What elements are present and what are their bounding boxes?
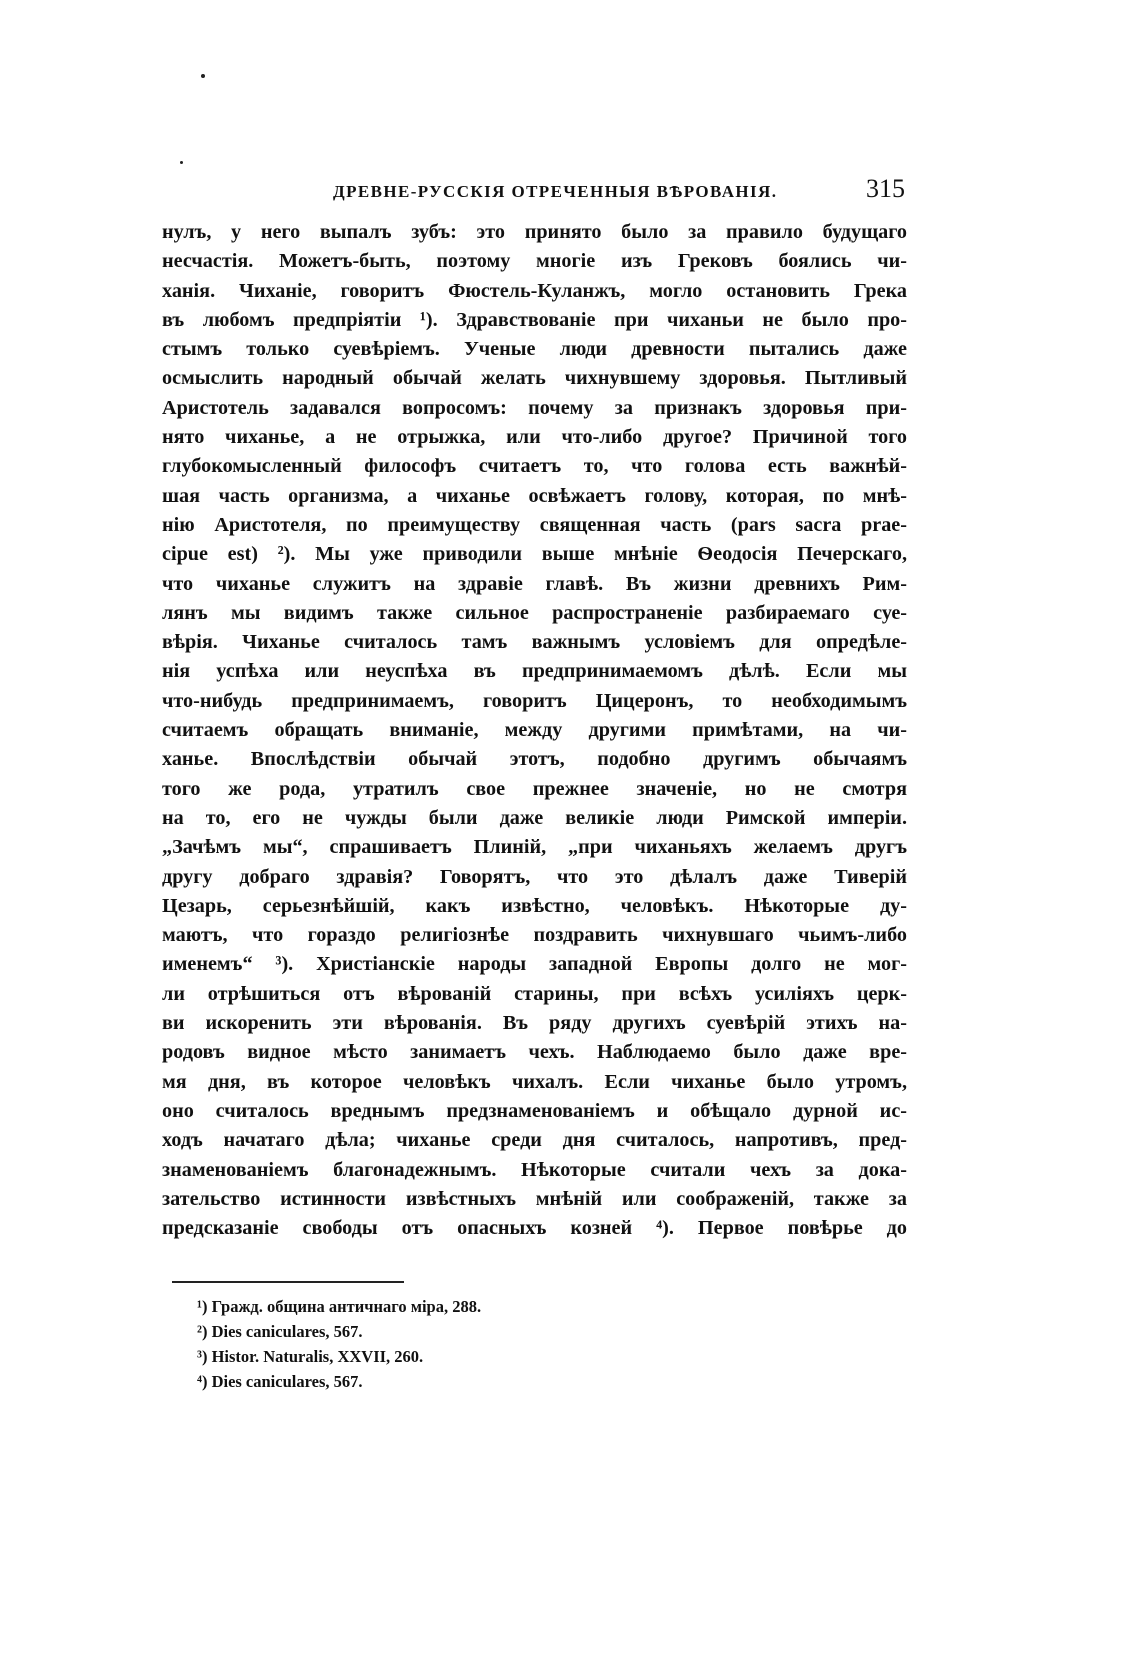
text-line: мя дня, въ которое человѣкъ чихалъ. Если чиханье было утромъ, bbox=[162, 1070, 907, 1093]
body-text bbox=[162, 218, 907, 1243]
text-line: маютъ, что гораздо религіознѣе поздравить чихнувшаго чьимъ-либо bbox=[162, 924, 907, 947]
page-header bbox=[183, 174, 905, 208]
text-line: вѣрія. Чиханье считалось тамъ важнымъ условіемъ для опредѣле- bbox=[162, 631, 907, 654]
text-line: Аристотель задавался вопросомъ: почему за признакъ здоровья при- bbox=[162, 396, 907, 419]
text-line: осмыслить народный обычай желать чихнувшему здоровья. Пытливый bbox=[162, 367, 907, 390]
text-line: ханія. Чиханіе, говоритъ Фюстель-Куланжъ, могло остановить Грека bbox=[162, 279, 907, 302]
text-line: оно считалось вреднымъ предзнаменованіемъ и обѣщало дурной ис- bbox=[162, 1099, 907, 1122]
text-line: предсказаніе свободы отъ опасныхъ козней ⁴). Первое повѣрье до bbox=[162, 1217, 907, 1240]
text-line: нулъ, у него выпалъ зубъ: это принято было за правило будущаго bbox=[162, 221, 907, 243]
text-line: ли отрѣшиться отъ вѣрованій старины, при всѣхъ усиліяхъ церк- bbox=[162, 982, 907, 1005]
text-line: ви искоренить эти вѣрованія. Въ ряду другихъ суевѣрій этихъ на- bbox=[162, 1012, 907, 1035]
page-number: 315 bbox=[866, 174, 905, 203]
running-title: ДРЕВНЕ-РУССКІЯ ОТРЕЧЕННЫЯ ВѢРОВАНІЯ. bbox=[333, 182, 778, 201]
text-line: родовъ видное мѣсто занимаетъ чехъ. Наблюдаемо было даже вре- bbox=[162, 1041, 907, 1064]
text-line: зательство истинности извѣстныхъ мнѣній или соображеній, также за bbox=[162, 1187, 907, 1210]
text-line: что-нибудь предпринимаемъ, говоритъ Цицеронъ, то необходимымъ bbox=[162, 689, 907, 712]
footnote: ¹) Гражд. община античнаго міра, 288. bbox=[197, 1297, 482, 1316]
text-line: лянъ мы видимъ также сильное распространеніе разбираемаго суе- bbox=[162, 601, 907, 624]
footnote: ⁴) Dies caniculares, 567. bbox=[197, 1372, 363, 1391]
text-line: Цезарь, серьезнѣйшій, какъ извѣстно, человѣкъ. Нѣкоторые ду- bbox=[162, 894, 907, 917]
footnote: ³) Histor. Naturalis, XXVII, 260. bbox=[197, 1347, 424, 1366]
text-line: несчастія. Можетъ-быть, поэтому многіе изъ Грековъ боялись чи- bbox=[162, 250, 907, 273]
text-line: стымъ только суевѣріемъ. Ученые люди древности пытались даже bbox=[162, 338, 907, 361]
text-line: другу добраго здравія? Говорятъ, что это дѣлалъ даже Тиверій bbox=[162, 865, 907, 888]
text-line: въ любомъ предпріятіи ¹). Здравствованіе при чиханьи не было про- bbox=[162, 308, 907, 331]
text-line: нію Аристотеля, по преимуществу священная часть (pars sacra prae- bbox=[162, 513, 907, 536]
text-line: на то, его не чужды были даже великіе люди Римской имперіи. bbox=[162, 806, 907, 829]
footnotes bbox=[197, 1294, 697, 1394]
text-line: „Зачѣмъ мы“, спрашиваетъ Плиній, „при чиханьяхъ желаемъ другъ bbox=[162, 836, 907, 859]
text-line: того же рода, утратилъ свое прежнее значеніе, но не смотря bbox=[162, 777, 907, 800]
text-line: нято чиханье, а не отрыжка, или что-либо другое? Причиной того bbox=[162, 426, 907, 449]
text-line: шая часть организма, а чиханье освѣжаетъ голову, которая, по мнѣ- bbox=[162, 484, 907, 507]
text-line: считаемъ обращать вниманіе, между другими примѣтами, на чи- bbox=[162, 719, 907, 742]
text-line: нія успѣха или неуспѣха въ предпринимаемомъ дѣлѣ. Если мы bbox=[162, 660, 907, 683]
text-line: ходъ начатаго дѣла; чиханье среди дня считалось, напротивъ, пред- bbox=[162, 1129, 907, 1152]
text-line: cipue est) ²). Мы уже приводили выше мнѣніе Ѳеодосія Печерскаго, bbox=[162, 543, 907, 566]
scan-speck bbox=[180, 161, 183, 164]
text-line: ханье. Впослѣдствіи обычай этотъ, подобно другимъ обычаямъ bbox=[162, 748, 907, 771]
scan-speck bbox=[201, 74, 205, 78]
footnote-divider bbox=[172, 1281, 404, 1283]
footnote: ²) Dies caniculares, 567. bbox=[197, 1322, 363, 1341]
text-line: что чиханье служитъ на здравіе главѣ. Въ жизни древнихъ Рим- bbox=[162, 572, 907, 595]
text-line: знаменованіемъ благонадежнымъ. Нѣкоторые считали чехъ за дока- bbox=[162, 1158, 907, 1181]
text-line: глубокомысленный философъ считаетъ то, что голова есть важнѣй- bbox=[162, 455, 907, 478]
text-line: именемъ“ ³). Христіанскіе народы западной Европы долго не мог- bbox=[162, 953, 907, 976]
